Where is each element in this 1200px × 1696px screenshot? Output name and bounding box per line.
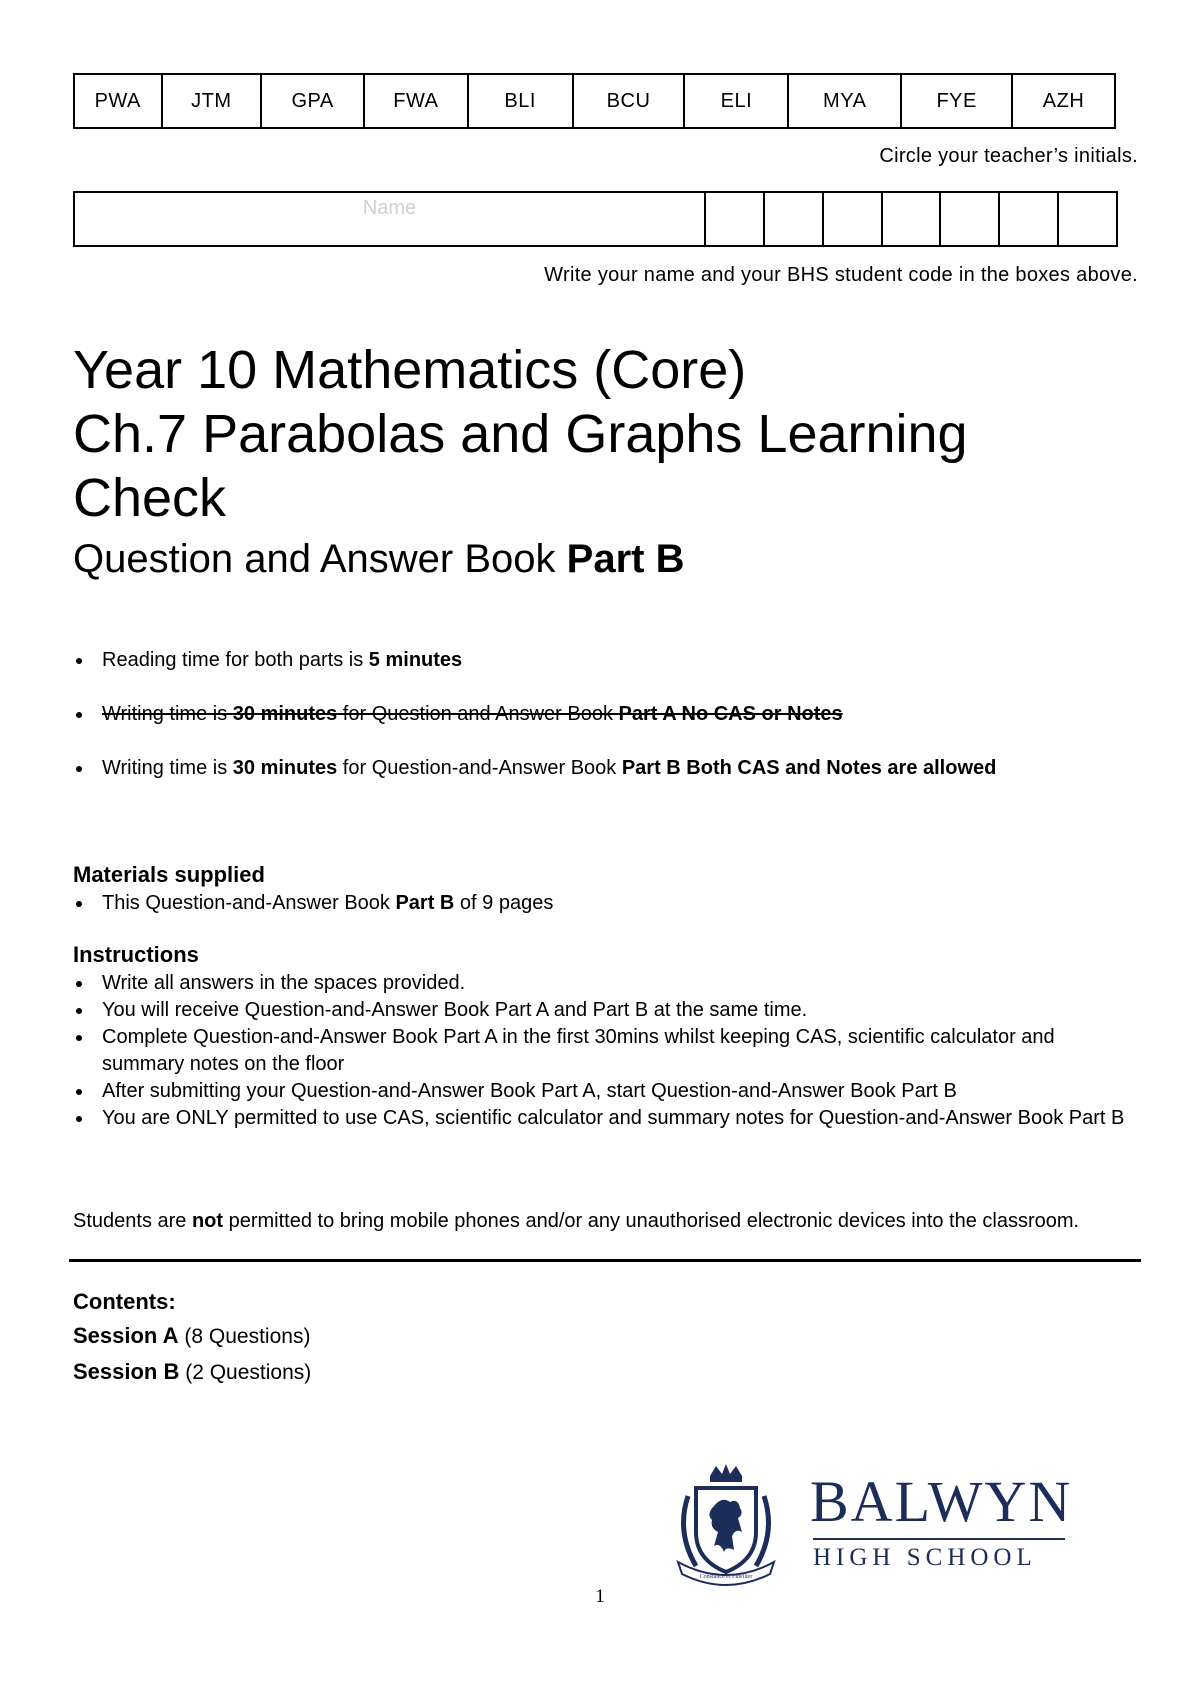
title-line-2: Ch.7 Parabolas and Graphs Learning Check (73, 404, 968, 528)
materials-heading: Materials supplied (73, 862, 265, 887)
teacher-initials-cell[interactable]: JTM (162, 74, 262, 128)
teacher-instruction: Circle your teacher’s initials. (879, 145, 1138, 167)
teacher-initials-cell[interactable]: FYE (901, 74, 1012, 128)
logo-school-subtitle: HIGH SCHOOL (813, 1544, 1037, 1571)
title-line-1: Year 10 Mathematics (Core) (73, 340, 747, 400)
contents-session-b (73, 1359, 311, 1385)
timing-item (73, 755, 1143, 782)
student-code-box[interactable] (823, 192, 882, 246)
student-code-box[interactable] (705, 192, 764, 246)
logo-motto: Constance et Fideliter (699, 1574, 753, 1580)
timing-text: for Question-and-Answer Book (337, 757, 622, 779)
instruction-item: You are ONLY permitted to use CAS, scientific calculator and summary notes for Question-and-Answer Book Part B (73, 1105, 1138, 1132)
notice-emphasis: not (191, 1210, 224, 1232)
page-title (73, 338, 1133, 530)
student-details-table (73, 191, 1118, 247)
timing-text: Reading time for both parts is (102, 649, 369, 671)
timing-duration: 5 minutes (368, 649, 463, 671)
section-divider (69, 1259, 1141, 1262)
notice-text: Students are (73, 1210, 192, 1232)
student-code-box[interactable] (882, 192, 941, 246)
teacher-initials-cell[interactable]: BLI (468, 74, 573, 128)
logo-school-name: BALWYN (810, 1469, 1073, 1534)
timing-item-struck (73, 701, 1143, 728)
materials-text: of 9 pages (454, 892, 554, 914)
device-notice (73, 1208, 1133, 1235)
timing-text: Writing time is (102, 703, 233, 725)
teacher-initials-cell[interactable]: FWA (364, 74, 468, 128)
teacher-initials-cell[interactable]: GPA (261, 74, 364, 128)
teacher-initials-table (73, 73, 1116, 129)
contents-heading: Contents: (73, 1289, 176, 1314)
subtitle-prefix: Question and Answer Book (73, 537, 567, 581)
instruction-item: Write all answers in the spaces provided. (73, 970, 1138, 997)
instructions-heading: Instructions (73, 942, 199, 967)
instruction-item: Complete Question-and-Answer Book Part A in the first 30mins whilst keeping CAS, scientific calculator and summary notes on the floor (73, 1024, 1138, 1078)
page-subtitle (73, 535, 684, 583)
teacher-initials-cell[interactable]: AZH (1012, 74, 1115, 128)
instructions-list (73, 970, 1138, 1132)
student-code-box[interactable] (1058, 192, 1117, 246)
timing-item (73, 647, 1143, 674)
timing-text: for Question and Answer Book (337, 703, 619, 725)
timing-list (73, 647, 1143, 809)
session-name: Session A (73, 1323, 179, 1348)
logo-divider (813, 1538, 1065, 1540)
teacher-initials-cell[interactable]: ELI (684, 74, 788, 128)
teacher-initials-cell[interactable]: PWA (74, 74, 162, 128)
school-crest-icon (670, 1462, 782, 1590)
instruction-item: After submitting your Question-and-Answer Book Part A, start Question-and-Answer Book Part B (73, 1078, 1138, 1105)
timing-duration: 30 minutes (232, 703, 338, 725)
contents-session-a (73, 1323, 310, 1349)
materials-part: Part B (395, 892, 455, 914)
timing-part: Part B Both CAS and Notes are allowed (621, 757, 997, 779)
student-code-box[interactable] (764, 192, 823, 246)
timing-part: Part A No CAS or Notes (618, 703, 843, 725)
teacher-initials-cell[interactable]: MYA (788, 74, 901, 128)
materials-list (73, 890, 1143, 917)
session-name: Session B (73, 1359, 180, 1384)
session-detail: (2 Questions) (179, 1361, 312, 1384)
student-instruction: Write your name and your BHS student code in the boxes above. (544, 264, 1138, 286)
notice-text: permitted to bring mobile phones and/or any unauthorised electronic devices into the classroom. (223, 1210, 1080, 1232)
materials-item (73, 890, 1143, 917)
student-name-field[interactable]: Name (74, 192, 705, 246)
school-logo (670, 1462, 1073, 1592)
teacher-initials-cell[interactable]: BCU (573, 74, 685, 128)
timing-duration: 30 minutes (232, 757, 338, 779)
session-detail: (8 Questions) (178, 1325, 311, 1348)
student-code-box[interactable] (940, 192, 999, 246)
subtitle-part: Part B (566, 537, 685, 581)
timing-text: Writing time is (102, 757, 233, 779)
instruction-item: You will receive Question-and-Answer Book Part A and Part B at the same time. (73, 997, 1138, 1024)
page-number: 1 (595, 1586, 605, 1607)
materials-text: This Question-and-Answer Book (102, 892, 396, 914)
student-code-box[interactable] (999, 192, 1058, 246)
